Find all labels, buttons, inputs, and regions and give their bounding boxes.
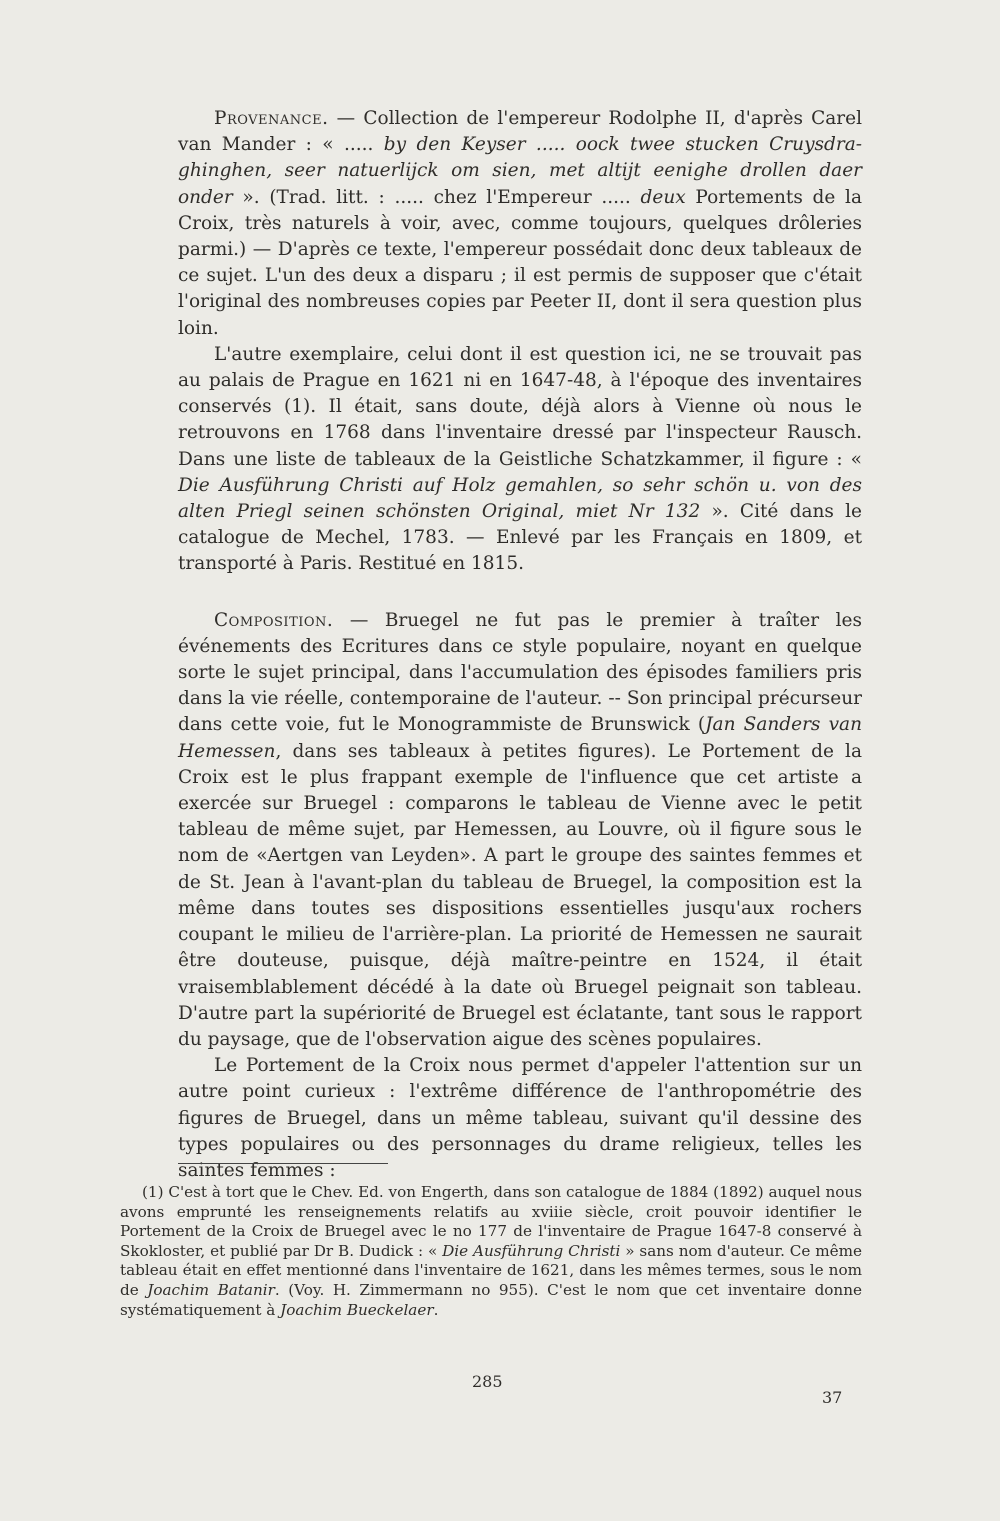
paragraph-provenance xyxy=(178,106,862,342)
signature-number: 37 xyxy=(822,1388,843,1407)
footnote xyxy=(120,1183,862,1320)
paragraph-exemplaire xyxy=(178,342,862,578)
text-run: Portements de la Croix, très naturels à voir, avec, comme toujours, quelques drôleries parmi.) — D'après ce texte, l'empereur possédait donc deux tableaux de ce sujet. L'un des deux a disparu ; il est permis de supposer que c'était l'original des nombreuses copies par Peeter II, dont il sera question plus loin. xyxy=(178,186,862,339)
text-run: (1) C'est à tort que le Chev. Ed. von Engerth, dans son catalogue de 1884 (1892) auquel nous avons emprunté les renseignements relatifs au xviiie siècle, croit pouvoir identifier le Portement de la Croix de Bruegel avec le no 177 de l'inventaire de Prague 1647-8 conservé à Skokloster, et publié par Dr B. Dudick : « xyxy=(120,1183,862,1260)
text-run: — Collection de l'empereur Rodolphe II, d'après Carel van Mander : « ..... xyxy=(178,108,862,156)
text-run: , dans ses tableaux à petites figures). Le Portement de la Croix est le plus frappant exemple de l'influence que cet artiste a exercée sur Bruegel : comparons le tableau de Vienne avec le petit tableau de même sujet, par Hemessen, au Louvre, où il figure sous le nom de «Aertgen van Leyden». A part le groupe des saintes femmes et de St. Jean à l'avant-plan du tableau de Bruegel, la composition est la même dans toutes ses dispositions essentielles jusqu'aux rochers coupant le milieu de l'arrière-plan. La priorité de Hemessen ne saurait être douteuse, puisque, déjà maître-peintre en 1524, il était vraisemblablement décédé à la date où Bruegel peignait son tableau. D'autre part la supériorité de Bruegel est éclatante, tant sous le rapport du paysage, que de l'observation aigue des scènes populaires. xyxy=(178,740,862,1050)
italic-run: Die Ausführung Christi auf Holz gemahlen, so sehr schön u. von des alten Priegl seinen schönsten Original, miet Nr 132 xyxy=(178,474,862,523)
paragraph-portement xyxy=(178,1053,862,1184)
page-number: 285 xyxy=(472,1372,503,1391)
italic-run: Joachim Batanir xyxy=(147,1280,275,1299)
paragraph-composition xyxy=(178,608,862,1053)
text-run: Le Portement de la Croix nous permet d'appeler l'attention sur un autre point curieux : l'extrême différence de l'anthropométrie des figures de Bruegel, dans un même tableau, suivant qu'il dessine des types populaires ou des personnages du drame religieux, telles les saintes femmes : xyxy=(178,1055,862,1181)
section-label-provenance: Provenance. xyxy=(214,108,329,129)
italic-run: by den Keyser ..... oock twee stucken Cruysdra-ghinghen, seer natuerlijck om sien, met altijt eenighe drollen daer onder xyxy=(178,134,862,208)
text-run: ». Cité dans le catalogue de Mechel, 1783. — Enlevé par les Français en 1809, et transporté à Paris. Restitué en 1815. xyxy=(178,501,863,575)
italic-run: Jan Sanders van Hemessen xyxy=(178,714,863,762)
text-run: . (Voy. H. Zimmermann no 955). C'est le nom que cet inventaire donne systématiquement à xyxy=(120,1280,862,1319)
section-gap xyxy=(178,578,862,608)
main-text xyxy=(178,106,862,1184)
text-run: L'autre exemplaire, celui dont il est question ici, ne se trouvait pas au palais de Prague en 1621 ni en 1647-48, à l'époque des inventaires conservés (1). Il était, sans doute, déjà alors à Vienne où nous le retrouvons en 1768 dans l'inventaire dressé par l'inspecteur Rausch. Dans une liste de tableaux de la Geistliche Schatzkammer, il figure : « xyxy=(178,343,862,470)
text-run: — Bruegel ne fut pas le premier à traîter les événements des Ecritures dans ce style populaire, noyant en quelque sorte le sujet principal, dans l'accumulation des épisodes familiers pris dans la vie réelle, contemporaine de l'auteur. -- Son principal précurseur dans cette voie, fut le Monogrammiste de Brunswick ( xyxy=(178,609,862,736)
footnote-text xyxy=(120,1183,862,1320)
text-run: . xyxy=(433,1300,439,1319)
italic-run: Joachim Bueckelaer xyxy=(280,1300,434,1319)
section-label-composition: Composition. xyxy=(214,609,334,631)
italic-run: deux xyxy=(640,186,686,208)
footnote-rule xyxy=(178,1163,388,1164)
text-run: » sans nom d'auteur. Ce même tableau était en effet mentionné dans l'inventaire de 1621, dans les mêmes termes, sous le nom de xyxy=(120,1241,863,1299)
text-run: ». (Trad. litt. : ..... chez l'Empereur ..... xyxy=(232,186,641,208)
italic-run: Die Ausführung Christi xyxy=(442,1241,621,1260)
